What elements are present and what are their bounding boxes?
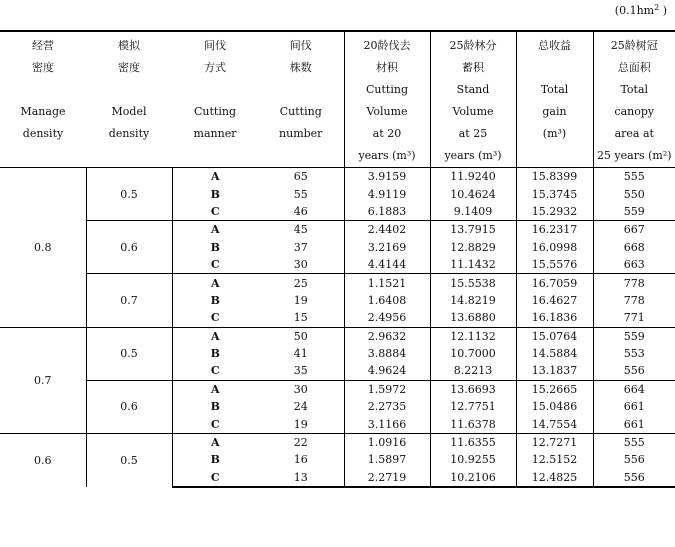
cutting-number-cell: 50 bbox=[258, 327, 344, 345]
cutting-number-cell: 65 bbox=[258, 168, 344, 186]
header-line bbox=[174, 79, 256, 101]
stand-volume-cell: 11.6378 bbox=[430, 415, 516, 433]
cutting-manner-cell: B bbox=[172, 239, 258, 256]
cutting-volume-cell: 3.2169 bbox=[344, 239, 430, 256]
model-density-cell: 0.7 bbox=[86, 274, 172, 327]
header-cutting-volume bbox=[344, 31, 430, 168]
stand-volume-cell: 12.7751 bbox=[430, 398, 516, 415]
total-gain-cell: 15.0764 bbox=[516, 327, 593, 345]
total-canopy-cell: 556 bbox=[593, 362, 675, 380]
total-gain-cell: 15.2665 bbox=[516, 380, 593, 398]
header-line: Model bbox=[111, 105, 147, 118]
unit-sup: 2 bbox=[654, 3, 660, 12]
model-density-cell: 0.5 bbox=[86, 168, 172, 221]
header-line: 株数 bbox=[289, 61, 312, 74]
cutting-number-cell: 13 bbox=[258, 469, 344, 487]
total-canopy-cell: 553 bbox=[593, 345, 675, 362]
total-gain-cell: 15.3745 bbox=[516, 185, 593, 202]
header-cutting-manner bbox=[172, 31, 258, 168]
cutting-manner-cell: B bbox=[172, 451, 258, 468]
header-line: years (m³) bbox=[358, 149, 416, 162]
stand-volume-cell: 11.1432 bbox=[430, 256, 516, 274]
total-gain-cell: 12.7271 bbox=[516, 433, 593, 451]
stand-volume-cell: 10.2106 bbox=[430, 469, 516, 487]
total-gain-cell: 12.4825 bbox=[516, 469, 593, 487]
cutting-manner-cell: B bbox=[172, 185, 258, 202]
stand-volume-cell: 8.2213 bbox=[430, 362, 516, 380]
total-gain-cell: 16.2317 bbox=[516, 221, 593, 239]
cutting-number-cell: 15 bbox=[293, 311, 308, 325]
header-line: gain bbox=[542, 105, 567, 118]
cutting-volume-cell: 4.9119 bbox=[344, 185, 430, 202]
header-line: Stand bbox=[456, 83, 490, 96]
header-line: 总面积 bbox=[617, 61, 651, 74]
header-model-density bbox=[86, 31, 172, 168]
total-canopy-cell: 667 bbox=[593, 221, 675, 239]
cutting-volume-cell: 1.5897 bbox=[344, 451, 430, 468]
stand-volume-cell: 10.9255 bbox=[430, 451, 516, 468]
table-row bbox=[0, 221, 675, 239]
manage-density-cell: 0.7 bbox=[0, 327, 86, 433]
header-line: area at bbox=[614, 127, 654, 140]
header-line: manner bbox=[193, 127, 237, 140]
stand-volume-cell: 12.8829 bbox=[430, 239, 516, 256]
cutting-volume-cell: 1.1521 bbox=[344, 274, 430, 292]
cutting-volume-cell: 3.1166 bbox=[344, 415, 430, 433]
cutting-manner-cell: B bbox=[172, 345, 258, 362]
header-line: at 25 bbox=[458, 127, 488, 140]
header-line: Total bbox=[540, 83, 569, 96]
total-canopy-cell: 663 bbox=[593, 256, 675, 274]
cutting-manner-cell: A bbox=[172, 380, 258, 398]
cutting-manner-cell: A bbox=[172, 274, 258, 292]
total-canopy-cell: 556 bbox=[593, 451, 675, 468]
table-row bbox=[0, 274, 675, 292]
total-canopy-cell: 559 bbox=[593, 203, 675, 221]
cutting-manner-cell: C bbox=[172, 362, 258, 380]
header-line: Cutting bbox=[194, 105, 236, 118]
header-line: years (m³) bbox=[444, 149, 502, 162]
header-line: 20龄伐去 bbox=[363, 39, 411, 52]
header-line: density bbox=[108, 127, 150, 140]
header-line: 密度 bbox=[32, 61, 54, 74]
cutting-volume-cell: 1.0916 bbox=[344, 433, 430, 451]
cutting-number-cell: 30 bbox=[258, 380, 344, 398]
header-line bbox=[88, 79, 170, 101]
manage-density-cell: 0.8 bbox=[34, 240, 52, 254]
cutting-volume-cell: 4.4144 bbox=[344, 256, 430, 274]
header-line: Cutting bbox=[366, 83, 408, 96]
total-gain-cell: 14.7554 bbox=[516, 415, 593, 433]
cutting-manner-cell: B bbox=[172, 292, 258, 309]
stand-volume-cell: 15.5538 bbox=[430, 274, 516, 292]
header-line: 25 years (m²) bbox=[596, 149, 672, 162]
stand-volume-cell: 10.4624 bbox=[430, 185, 516, 202]
header-line: 模拟 bbox=[118, 39, 140, 52]
cutting-volume-cell: 6.1883 bbox=[344, 203, 430, 221]
total-canopy-cell: 661 bbox=[593, 398, 675, 415]
header-line: 间伐 bbox=[289, 39, 312, 52]
unit-close: ) bbox=[662, 4, 667, 17]
cutting-manner-cell: B bbox=[172, 398, 258, 415]
header-line bbox=[2, 79, 84, 101]
total-canopy-cell: 559 bbox=[593, 327, 675, 345]
cutting-volume-cell: 2.9632 bbox=[344, 327, 430, 345]
cutting-manner-cell: A bbox=[172, 433, 258, 451]
total-canopy-cell: 664 bbox=[593, 380, 675, 398]
header-line: Manage bbox=[20, 105, 66, 118]
cutting-manner-cell: C bbox=[172, 256, 258, 274]
table-row bbox=[0, 380, 675, 398]
unit-text: (0.1hm bbox=[614, 4, 655, 17]
cutting-manner-cell: A bbox=[172, 327, 258, 345]
stand-volume-cell: 14.8219 bbox=[430, 292, 516, 309]
header-line: 材积 bbox=[376, 61, 398, 74]
header-line: at 20 bbox=[372, 127, 402, 140]
cutting-number-cell: 16 bbox=[293, 453, 308, 467]
header-row bbox=[0, 31, 675, 168]
total-gain-cell: 16.7059 bbox=[516, 274, 593, 292]
cutting-volume-cell: 3.9159 bbox=[344, 168, 430, 186]
header-line: (m³) bbox=[542, 127, 567, 140]
manage-density-cell: 0.6 bbox=[0, 433, 86, 487]
cutting-manner-cell: A bbox=[172, 221, 258, 239]
total-canopy-cell: 771 bbox=[593, 309, 675, 327]
header-line: Cutting bbox=[279, 105, 322, 118]
cutting-number-cell: 41 bbox=[293, 347, 308, 361]
total-gain-cell: 15.0486 bbox=[516, 398, 593, 415]
header-line: Volume bbox=[366, 105, 408, 118]
total-gain-cell: 12.5152 bbox=[516, 451, 593, 468]
header-line: 间伐 bbox=[204, 39, 226, 52]
cutting-manner-cell: C bbox=[172, 415, 258, 433]
cutting-volume-cell: 3.8884 bbox=[344, 345, 430, 362]
header-line: 蓄积 bbox=[462, 61, 484, 74]
cutting-volume-cell: 1.6408 bbox=[344, 292, 430, 309]
cutting-number-cell: 19 bbox=[293, 293, 308, 307]
cutting-volume-cell: 2.4956 bbox=[344, 309, 430, 327]
stand-volume-cell: 9.1409 bbox=[430, 203, 516, 221]
total-gain-cell: 16.4627 bbox=[516, 292, 593, 309]
header-cutting-number bbox=[258, 31, 344, 168]
header-line: 25龄林分 bbox=[449, 39, 497, 52]
header-line bbox=[519, 57, 591, 79]
cutting-number-cell: 35 bbox=[293, 364, 308, 378]
header-stand-volume bbox=[430, 31, 516, 168]
header-manage-density bbox=[0, 31, 86, 168]
header-line: 密度 bbox=[118, 61, 140, 74]
header-line: Total bbox=[620, 83, 649, 96]
cutting-manner-cell: A bbox=[172, 168, 258, 186]
header-line bbox=[260, 79, 342, 101]
model-density-cell: 0.5 bbox=[86, 433, 172, 487]
header-line: Volume bbox=[452, 105, 494, 118]
cutting-number-cell: 45 bbox=[258, 221, 344, 239]
cutting-manner-cell: C bbox=[172, 203, 258, 221]
stand-volume-cell: 11.6355 bbox=[430, 433, 516, 451]
total-gain-cell: 15.5576 bbox=[516, 256, 593, 274]
cutting-number-cell: 24 bbox=[293, 400, 308, 414]
cutting-manner-cell: C bbox=[172, 469, 258, 487]
cutting-volume-cell: 2.2735 bbox=[344, 398, 430, 415]
model-density-cell: 0.6 bbox=[86, 380, 172, 433]
total-canopy-cell: 661 bbox=[593, 415, 675, 433]
cutting-volume-cell: 2.4402 bbox=[344, 221, 430, 239]
table-row bbox=[0, 168, 675, 186]
header-line: 总收益 bbox=[538, 39, 571, 52]
cutting-number-cell: 30 bbox=[293, 258, 308, 272]
header-line: number bbox=[279, 127, 323, 140]
total-gain-cell: 14.5884 bbox=[516, 345, 593, 362]
cutting-number-cell: 55 bbox=[293, 187, 308, 201]
cutting-volume-cell: 4.9624 bbox=[344, 362, 430, 380]
total-canopy-cell: 778 bbox=[593, 274, 675, 292]
unit-note bbox=[615, 4, 667, 17]
header-line: density bbox=[22, 127, 64, 140]
cutting-volume-cell: 1.5972 bbox=[344, 380, 430, 398]
table-body bbox=[0, 168, 675, 488]
stand-volume-cell: 13.6693 bbox=[430, 380, 516, 398]
total-gain-cell: 16.0998 bbox=[516, 239, 593, 256]
model-density-cell: 0.5 bbox=[86, 327, 172, 380]
total-canopy-cell: 550 bbox=[593, 185, 675, 202]
total-canopy-cell: 556 bbox=[593, 469, 675, 487]
cutting-number-cell: 25 bbox=[258, 274, 344, 292]
header-total-gain bbox=[516, 31, 593, 168]
stand-volume-cell: 13.6880 bbox=[430, 309, 516, 327]
header-line: 方式 bbox=[204, 61, 226, 74]
table-row bbox=[0, 327, 675, 345]
cutting-number-cell: 46 bbox=[293, 204, 308, 218]
total-gain-cell: 16.1836 bbox=[516, 309, 593, 327]
cutting-number-cell: 37 bbox=[293, 240, 308, 254]
stand-volume-cell: 11.9240 bbox=[430, 168, 516, 186]
cutting-manner-cell: C bbox=[172, 309, 258, 327]
total-canopy-cell: 778 bbox=[593, 292, 675, 309]
stand-volume-cell: 12.1132 bbox=[430, 327, 516, 345]
total-gain-cell: 15.2932 bbox=[516, 203, 593, 221]
header-line: 25龄树冠 bbox=[610, 39, 658, 52]
cutting-volume-cell: 2.2719 bbox=[344, 469, 430, 487]
total-gain-cell: 15.8399 bbox=[516, 168, 593, 186]
total-canopy-cell: 668 bbox=[593, 239, 675, 256]
header-line: 经营 bbox=[32, 39, 54, 52]
total-canopy-cell: 555 bbox=[593, 433, 675, 451]
total-canopy-cell: 555 bbox=[593, 168, 675, 186]
total-gain-cell: 13.1837 bbox=[516, 362, 593, 380]
data-table bbox=[0, 30, 675, 488]
model-density-cell: 0.6 bbox=[86, 221, 172, 274]
header-total-canopy bbox=[593, 31, 675, 168]
cutting-number-cell: 19 bbox=[293, 417, 308, 431]
stand-volume-cell: 13.7915 bbox=[430, 221, 516, 239]
stand-volume-cell: 10.7000 bbox=[430, 345, 516, 362]
table-row bbox=[0, 433, 675, 451]
header-line: canopy bbox=[614, 105, 655, 118]
cutting-number-cell: 22 bbox=[258, 433, 344, 451]
